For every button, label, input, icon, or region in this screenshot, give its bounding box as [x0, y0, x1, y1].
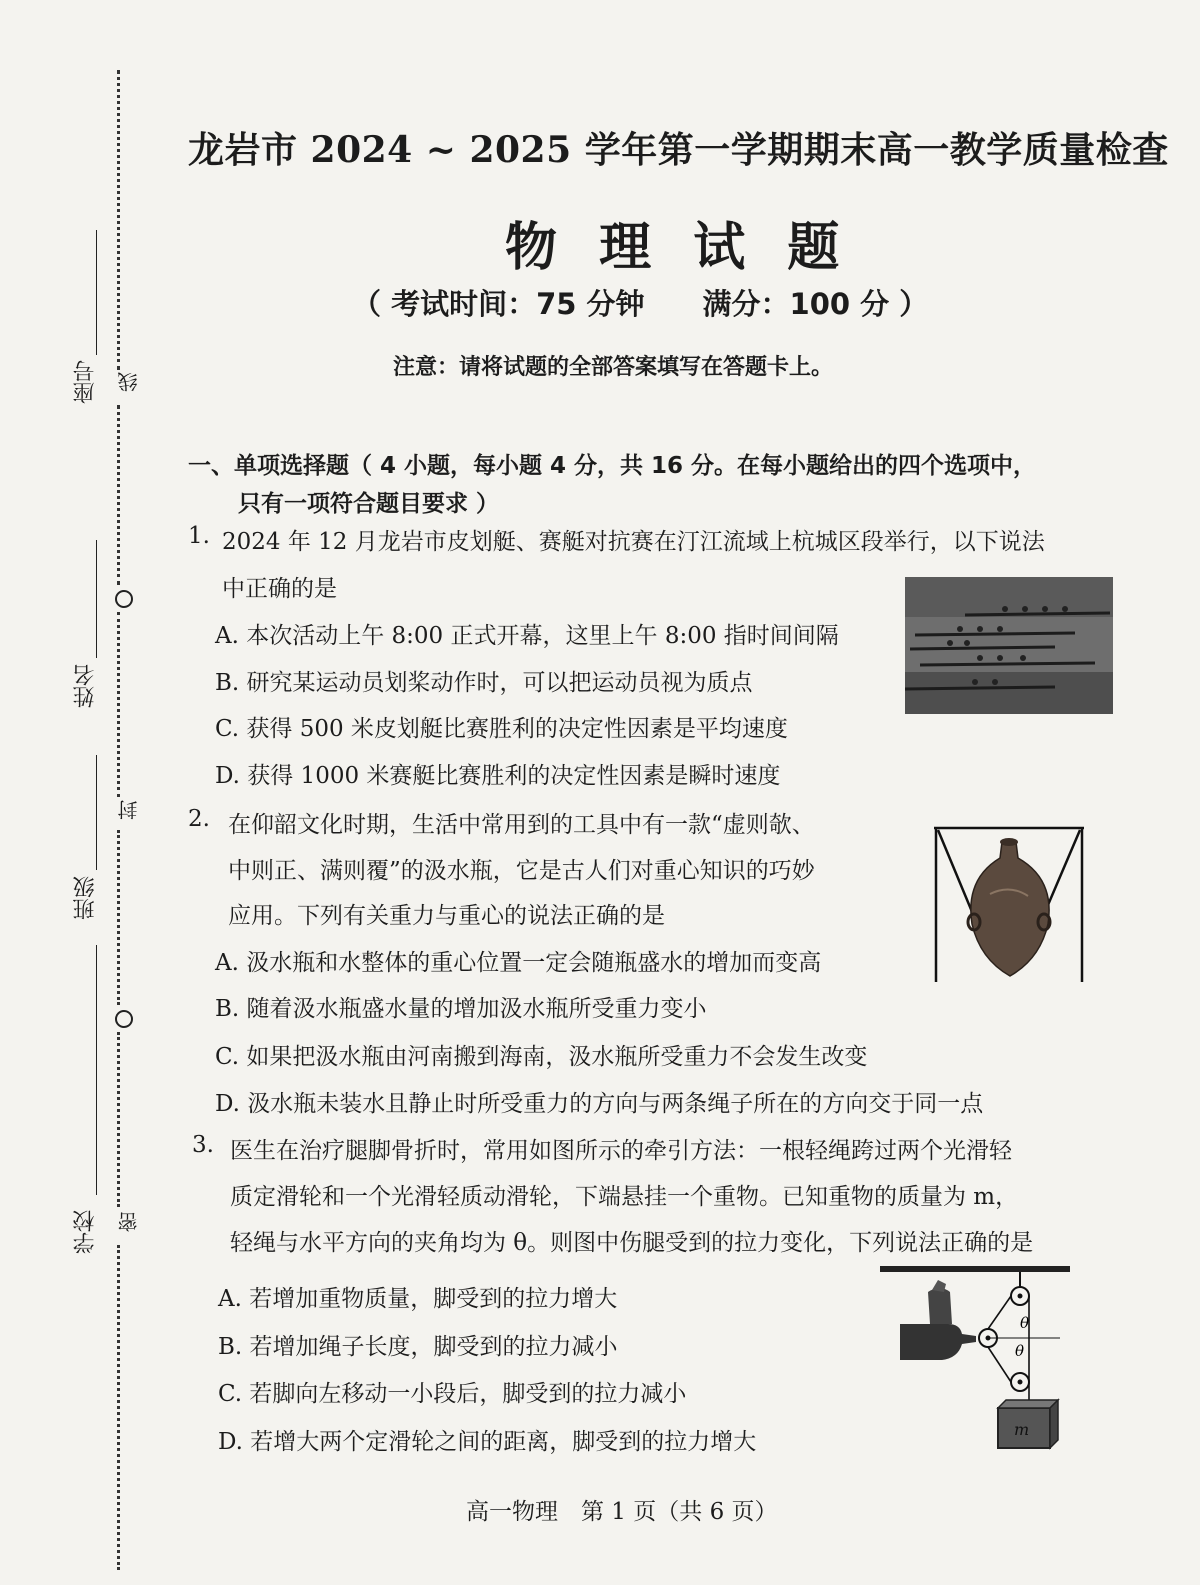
- option-label: A.: [218, 1286, 242, 1312]
- option-label: D.: [218, 1429, 243, 1455]
- option-text: 研究某运动员划桨动作时，可以把运动员视为质点: [246, 670, 753, 696]
- option-label: C.: [215, 716, 240, 742]
- option-text: 若增大两个定滑轮之间的距离，脚受到的拉力增大: [250, 1429, 757, 1455]
- seal-char-line: 线: [117, 372, 141, 392]
- question-stem: 医生在治疗腿脚骨折时，常用如图所示的牵引方法：一根轻绳跨过两个光滑轻: [230, 1138, 1012, 1164]
- exam-info: （ 考试时间：75 分钟 满分：100 分 ）: [352, 287, 929, 321]
- seal-dotted-line: [117, 1032, 120, 1207]
- option-text: 本次活动上午 8:00 正式开幕，这里上午 8:00 指时间间隔: [246, 623, 839, 649]
- class-blank[interactable]: [96, 755, 97, 870]
- seal-dotted-line: [117, 612, 120, 797]
- angle-label-lower: θ: [1015, 1342, 1025, 1360]
- water-bottle-figure: [930, 824, 1088, 986]
- exam-title: 龙岩市 2024 ~ 2025 学年第一学期期末高一教学质量检查: [188, 129, 1169, 171]
- section-heading: [188, 447, 1128, 523]
- question-number: 1.: [188, 523, 210, 549]
- school-label: 学校: [73, 1210, 98, 1254]
- option-label: B.: [215, 996, 240, 1022]
- seal-dotted-line: [117, 405, 120, 585]
- seal-dotted-line: [117, 70, 120, 370]
- option-text: 若增加重物质量，脚受到的拉力增大: [249, 1286, 618, 1312]
- question-stem: 应用。下列有关重力与重心的说法正确的是: [228, 903, 665, 929]
- question-stem: 轻绳与水平方向的夹角均为 θ。则图中伤腿受到的拉力变化，下列说法正确的是: [230, 1230, 1034, 1256]
- seat-number-label: 座号: [73, 360, 98, 404]
- option-label: B.: [215, 670, 240, 696]
- option-label: D.: [215, 1091, 240, 1117]
- option-text: 汲水瓶和水整体的重心位置一定会随瓶盛水的增加而变高: [246, 950, 822, 976]
- angle-label-upper: θ: [1020, 1314, 1030, 1332]
- option-label: D.: [215, 763, 240, 789]
- class-label: 班级: [73, 876, 98, 920]
- question-stem: 质定滑轮和一个光滑轻质动滑轮，下端悬挂一个重物。已知重物的质量为 m，: [230, 1184, 1019, 1210]
- option-c[interactable]: [215, 710, 788, 743]
- option-b[interactable]: [215, 664, 753, 697]
- question-stem: 中则正、满则覆”的汲水瓶，它是古人们对重心知识的巧妙: [228, 858, 815, 884]
- option-label: A.: [215, 623, 239, 649]
- question-number: 2.: [188, 806, 210, 832]
- mass-label: m: [1014, 1420, 1030, 1439]
- seat-number-blank[interactable]: [96, 230, 97, 355]
- option-a[interactable]: [218, 1280, 617, 1313]
- option-d[interactable]: [218, 1423, 756, 1456]
- seal-char-seal: 封: [117, 800, 141, 820]
- option-d[interactable]: [215, 1085, 983, 1118]
- option-c[interactable]: [218, 1375, 686, 1408]
- option-b[interactable]: [215, 990, 707, 1023]
- subject-title: 物 理 试 题: [505, 217, 852, 278]
- seal-circle: [115, 1010, 133, 1028]
- section-heading-line: 只有一项符合题目要求 ）: [238, 491, 500, 517]
- question-stem: 2024 年 12 月龙岩市皮划艇、赛艇对抗赛在汀江流域上杭城区段举行，以下说法: [222, 529, 1045, 555]
- notice: 注意：请将试题的全部答案填写在答题卡上。: [393, 355, 834, 380]
- option-text: 若增加绳子长度，脚受到的拉力减小: [249, 1334, 618, 1360]
- option-text: 若脚向左移动一小段后，脚受到的拉力减小: [249, 1381, 687, 1407]
- seal-dotted-line: [117, 830, 120, 1005]
- option-label: B.: [218, 1334, 243, 1360]
- option-a[interactable]: [215, 617, 839, 650]
- option-d[interactable]: [215, 757, 780, 790]
- traction-pulley-figure: [880, 1262, 1075, 1452]
- seal-circle: [115, 590, 133, 608]
- option-text: 随着汲水瓶盛水量的增加汲水瓶所受重力变小: [246, 996, 707, 1022]
- seal-dotted-line: [117, 1245, 120, 1570]
- option-c[interactable]: [215, 1038, 867, 1071]
- option-label: C.: [218, 1381, 243, 1407]
- page-footer: 高一物理 第 1 页（共 6 页）: [466, 1499, 778, 1525]
- option-text: 汲水瓶未装水且静止时所受重力的方向与两条绳子所在的方向交于同一点: [247, 1091, 984, 1117]
- option-text: 获得 500 米皮划艇比赛胜利的决定性因素是平均速度: [246, 716, 788, 742]
- question-stem: 在仰韶文化时期，生活中常用到的工具中有一款“虚则欹、: [228, 812, 815, 838]
- option-label: C.: [215, 1044, 240, 1070]
- school-blank[interactable]: [96, 945, 97, 1195]
- option-a[interactable]: [215, 944, 821, 977]
- name-label: 姓名: [73, 664, 98, 708]
- option-label: A.: [215, 950, 239, 976]
- option-text: 获得 1000 米赛艇比赛胜利的决定性因素是瞬时速度: [247, 763, 781, 789]
- question-number: 3.: [192, 1132, 214, 1158]
- seal-char-secret: 密: [117, 1212, 141, 1232]
- option-b[interactable]: [218, 1328, 618, 1361]
- question-stem: 中正确的是: [222, 576, 337, 602]
- option-text: 如果把汲水瓶由河南搬到海南，汲水瓶所受重力不会发生改变: [246, 1044, 868, 1070]
- rowing-race-photo: [905, 577, 1113, 714]
- name-blank[interactable]: [96, 540, 97, 658]
- section-heading-line: 一、单项选择题（ 4 小题，每小题 4 分，共 16 分。在每小题给出的四个选项中，: [188, 453, 1037, 479]
